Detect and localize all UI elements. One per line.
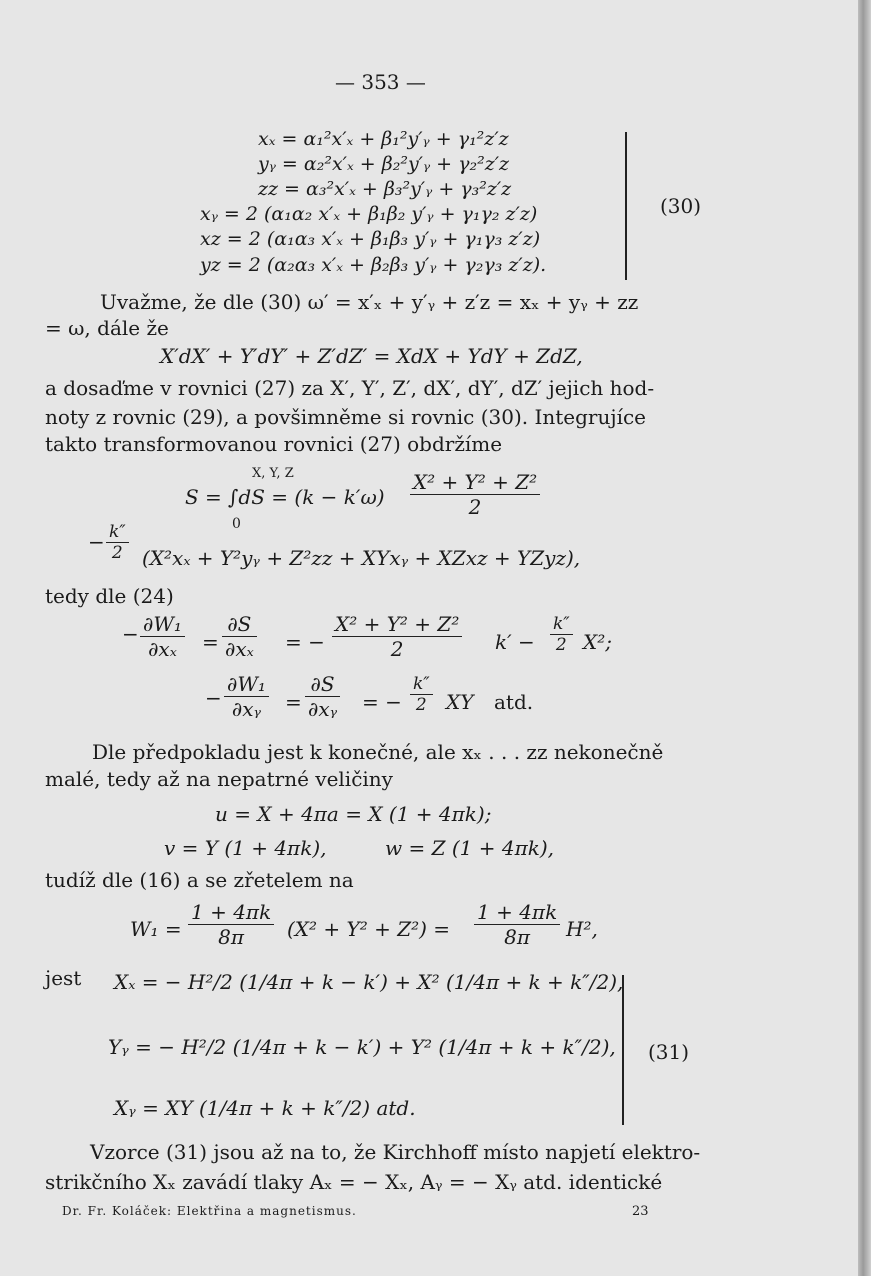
- frac-1-4pik: [474, 900, 560, 949]
- fraction-denominator: ∂xₓ: [148, 637, 177, 661]
- eq30-line: zz = α₃²x′ₓ + β₃²y′ᵧ + γ₃²z′z: [258, 178, 512, 200]
- term-X2: X²;: [583, 630, 612, 654]
- eq30-line: yz = 2 (α₂α₃ x′ₓ + β₂β₃ y′ᵧ + γ₂γ₃ z′z).: [200, 254, 547, 276]
- frac-dS-dxy: [305, 672, 340, 721]
- fraction-numerator: ∂S: [305, 672, 340, 697]
- fraction-numerator: X² + Y² + Z²: [410, 470, 540, 495]
- page-number: — 353 —: [335, 70, 426, 94]
- fraction-numerator: 1 + 4πk: [188, 900, 274, 925]
- page-edge: [858, 0, 871, 1276]
- text-line: takto transformovanou rovnici (27) obdržíme: [45, 432, 503, 456]
- fraction-denominator: ∂xₓ: [225, 637, 254, 661]
- eq31-line: Xₓ = − H²/2 (1/4π + k − k′) + X² (1/4π + k + k″/2),: [114, 970, 624, 994]
- fraction-denominator: 2: [390, 637, 404, 661]
- fraction-denominator: 2: [468, 495, 482, 519]
- eq30-line: xᵧ = 2 (α₁α₂ x′ₓ + β₁β₂ y′ᵧ + γ₁γ₂ z′z): [200, 203, 538, 225]
- equation: w = Z (1 + 4πk),: [385, 836, 554, 860]
- W1-lhs: W₁ =: [130, 917, 182, 941]
- term-k-prime: k′ −: [495, 630, 535, 654]
- S-line2-fraction: [106, 522, 129, 563]
- atd-label: atd.: [494, 690, 534, 714]
- brace-31: [622, 975, 624, 1125]
- fraction-denominator: ∂xᵧ: [308, 697, 338, 721]
- eq31-line: Yᵧ = − H²/2 (1/4π + k − k′) + Y² (1/4π + k + k″/2),: [108, 1035, 616, 1059]
- W1-end: H²,: [566, 917, 598, 941]
- S-lhs: S =: [185, 485, 222, 509]
- brace-30: [625, 132, 627, 280]
- S-integral: ∫dS = (k − k′ω): [228, 485, 385, 509]
- S-line2-minus: −: [88, 530, 105, 554]
- jest-label: jest: [45, 966, 82, 990]
- fraction-denominator: 8π: [504, 925, 531, 949]
- frac-k2: [410, 674, 433, 715]
- fraction-denominator: 2: [111, 543, 123, 563]
- equals-minus: = −: [362, 690, 402, 714]
- frac-XYZ: [332, 612, 462, 661]
- equation-label-31: (31): [648, 1040, 690, 1064]
- minus-sign: −: [205, 686, 222, 710]
- signature-number: 23: [632, 1204, 649, 1219]
- equals-minus: = −: [285, 630, 325, 654]
- minus-sign: −: [122, 622, 139, 646]
- S-line2: (X²xₓ + Y²yᵧ + Z²zz + XYxᵧ + XZxz + YZyz),: [142, 546, 581, 570]
- equals-sign: =: [285, 690, 302, 714]
- fraction-denominator: 8π: [218, 925, 245, 949]
- fraction-denominator: ∂xᵧ: [231, 697, 262, 721]
- text-line: = ω, dále že: [45, 316, 169, 340]
- text-line: Vzorce (31) jsou až na to, že Kirchhoff místo napjetí elektro-: [90, 1140, 701, 1164]
- fraction-denominator: 2: [415, 695, 427, 715]
- fraction-numerator: 1 + 4πk: [474, 900, 560, 925]
- fraction-numerator: ∂S: [222, 612, 257, 637]
- frac-dS-dxx: [222, 612, 257, 661]
- frac-dW1-dxy: [224, 672, 269, 721]
- integral-upper-limit: X, Y, Z: [252, 466, 294, 481]
- integral-lower-limit: 0: [232, 516, 241, 532]
- W1-mid: (X² + Y² + Z²) =: [287, 917, 451, 941]
- equation: X′dX′ + Y′dY′ + Z′dZ′ = XdX + YdY + ZdZ,: [160, 344, 583, 368]
- frac-k2: [550, 614, 573, 655]
- equation-label-30: (30): [660, 194, 702, 218]
- fraction-numerator: X² + Y² + Z²: [332, 612, 462, 637]
- footer-author: Dr. Fr. Koláček: Elektřina a magnetismus.: [62, 1204, 357, 1218]
- frac-dW1-dxx: [140, 612, 185, 661]
- equals-sign: =: [202, 630, 219, 654]
- eq30-line: yᵧ = α₂²x′ₓ + β₂²y′ᵧ + γ₂²z′z: [258, 153, 510, 175]
- fraction-denominator: 2: [555, 635, 567, 655]
- equation: v = Y (1 + 4πk),: [164, 836, 327, 860]
- eq30-line: xₓ = α₁²x′ₓ + β₁²y′ᵧ + γ₁²z′z: [258, 128, 509, 150]
- S-fraction: [396, 470, 554, 519]
- equation: u = X + 4πa = X (1 + 4πk);: [215, 802, 492, 826]
- text-line: tudíž dle (16) a se zřetelem na: [45, 868, 354, 892]
- text-line: a dosaďme v rovnici (27) za X′, Y′, Z′, dX′, dY′, dZ′ jejich hod-: [45, 376, 655, 400]
- text-line: noty z rovnic (29), a povšimněme si rovnic (30). Integrujíce: [45, 405, 646, 429]
- frac-1-4pik: [188, 900, 274, 949]
- text-line: strikčního Xₓ zavádí tlaky Aₓ = − Xₓ, Aᵧ = − Xᵧ atd. identické: [45, 1170, 663, 1194]
- eq31-line: Xᵧ = XY (1/4π + k + k″/2) atd.: [114, 1096, 416, 1120]
- text-line: Uvažme, že dle (30) ω′ = x′ₓ + y′ᵧ + z′z = xₓ + yᵧ + zz: [100, 290, 639, 314]
- fraction-numerator: ∂W₁: [140, 612, 185, 637]
- fraction-numerator: k″: [410, 674, 433, 695]
- text-line: Dle předpokladu jest k konečné, ale xₓ . . . zz nekonečně: [92, 740, 664, 764]
- eq30-line: xz = 2 (α₁α₃ x′ₓ + β₁β₃ y′ᵧ + γ₁γ₃ z′z): [200, 228, 541, 250]
- term-XY: XY: [446, 690, 474, 714]
- fraction-numerator: k″: [106, 522, 129, 543]
- text-line: malé, tedy až na nepatrné veličiny: [45, 767, 393, 791]
- text-line: tedy dle (24): [45, 584, 174, 608]
- fraction-numerator: ∂W₁: [224, 672, 269, 697]
- fraction-numerator: k″: [550, 614, 573, 635]
